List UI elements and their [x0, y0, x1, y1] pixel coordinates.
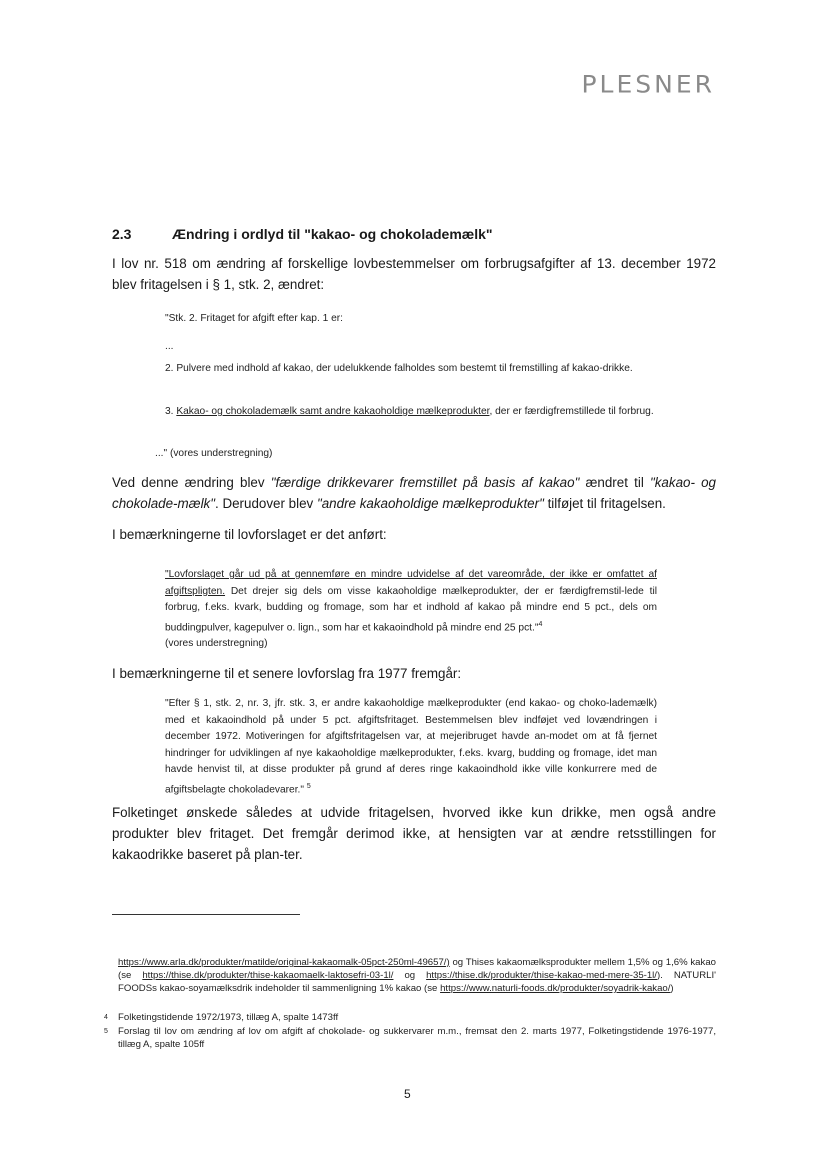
footnote-4-text: Folketingstidende 1972/1973, tillæg A, spalte 1473ff	[118, 1012, 339, 1023]
footnote-divider	[112, 914, 300, 915]
quote-1-item-2: 2. Pulvere med indhold af kakao, der udelukkende falholdes som bestemt til fremstilling af kakao-drikke.	[165, 363, 633, 374]
paragraph-1: I lov nr. 518 om ændring af forskellige lovbestemmelser om forbrugsafgifter af 13. december 1972 blev fritagelsen i § 1, stk. 2, ændret:	[112, 256, 716, 292]
p2-g: tilføjet til fritagelsen.	[543, 496, 666, 511]
section-heading	[112, 226, 493, 242]
footnote-link-thise-1[interactable]: https://thise.dk/produkter/thise-kakaomaelk-laktosefri-03-1l/	[142, 970, 394, 981]
quote-2	[165, 567, 657, 653]
paragraph-5: Folketinget ønskede således at udvide fritagelsen, hvorved ikke kun drikke, men også andre produkter blev fritaget. Det fremgår derimod ikke, at hensigten var at ændre retsstillingen for kakaodrikke baseret på plan-ter.	[112, 805, 716, 862]
paragraph-2	[112, 472, 716, 514]
footnote-text-2: og	[393, 970, 427, 981]
p2-e: . Derudover blev	[215, 496, 317, 511]
footnote-5-text: Forslag til lov om ændring af lov om afgift af chokolade- og sukkervarer m.m., fremsat den 2. marts 1977, Folketingstidende 1976-1977, tillæg A, spalte 105ff	[118, 1026, 716, 1050]
plesner-logo: PLESNER	[581, 70, 715, 99]
footnote-link-arla[interactable]: https://www.arla.dk/produkter/matilde/original-kakaomalk-05pct-250ml-49657/)	[118, 957, 450, 968]
quote-1-ellipsis: ...	[165, 341, 174, 352]
p2-d: "kakao- og chokolade-mælk"	[112, 475, 717, 511]
quote-2-rest: Det drejer sig dels om visse kakaoholdige mælkeprodukter, der er færdigfremstil-lede til forbrug, f.eks. kvark, budding og fromage, som har et indhold af kakao på mindre end 5 pct., dels om buddingpulver, kagepulver o. lign., som har et kakaoindhold på mindre end 25 pct."	[165, 585, 657, 633]
p2-f: "andre kakaoholdige mælkeprodukter"	[316, 496, 544, 511]
footnote-5-mark: 5	[104, 1028, 108, 1035]
footnote-ref-5: 5	[306, 782, 311, 790]
quote-1-end: ..." (vores understregning)	[155, 448, 273, 459]
footnote-text-4: )	[670, 983, 674, 994]
quote-1-item-3	[165, 404, 657, 421]
paragraph-3: I bemærkningerne til lovforslaget er det anført:	[112, 527, 387, 542]
footnote-text-1: og Thises kakaomælksprodukter mellem 1,5% og 1,6% kakao (se	[118, 957, 716, 981]
quote-2-end: (vores understregning)	[165, 638, 268, 650]
item-3-rest: , der er færdigfremstillede til forbrug.	[489, 406, 654, 417]
footnote-link-naturli[interactable]: https://www.naturli-foods.dk/produkter/soyadrik-kakao/	[440, 983, 671, 994]
footnote-text-3: ). NATURLI' FOODSs kakao-soyamælksdrik indeholder til sammenligning 1% kakao (se	[118, 970, 716, 994]
p2-a: Ved denne ændring blev	[112, 475, 271, 490]
p2-c: ændret til	[579, 475, 650, 490]
quote-1-line-1: "Stk. 2. Fritaget for afgift efter kap. 1 er:	[165, 313, 344, 324]
section-title: Ændring i ordlyd til "kakao- og chokolademælk"	[172, 226, 493, 242]
page-number: 5	[404, 1087, 411, 1101]
quote-3-text: "Efter § 1, stk. 2, nr. 3, jfr. stk. 3, er andre kakaoholdige mælkeprodukter (end kakao- og choko-lademælk) med et kakaoindhold på under 5 pct. afgiftsfritaget. Bestemmelsen blev indføjet ved lovændringen i december 1972. Motiveringen for afgiftsfritagelsen var, at mejeribruget havde an-modet om at få fjernet hindringer for udviklingen af nye kakaoholdige mælkeprodukter, f.eks. kvarg, budding og fromage, idet man havde henvist til, at disse produkter på grund af deres ringe kakaoindhold ikke ville konkurrere med de afgiftsbelagte chokoladevarer."	[165, 698, 657, 795]
footnote-link-thise-2[interactable]: https://thise.dk/produkter/thise-kakao-med-mere-35-1l/	[426, 970, 657, 981]
item-3-underlined: Kakao- og chokolademælk samt andre kakaoholdige mælkeprodukter	[176, 406, 490, 417]
p2-b: "færdige drikkevarer fremstillet på basis af kakao"	[270, 475, 580, 490]
section-number: 2.3	[112, 226, 132, 242]
footnote-4-mark: 4	[104, 1014, 108, 1021]
footnote-5	[104, 1025, 716, 1051]
footnote-4	[104, 1011, 716, 1024]
quote-3	[165, 696, 657, 798]
footnote-ref-4: 4	[538, 620, 543, 628]
item-3-prefix: 3.	[165, 406, 177, 417]
quote-2-underlined: "Lovforslaget går ud på at gennemføre en mindre udvidelse af det vareområde, der ikke er omfattet af afgiftspligten.	[165, 569, 657, 597]
footnote-continuation	[118, 956, 716, 995]
paragraph-4: I bemærkningerne til et senere lovforslag fra 1977 fremgår:	[112, 666, 462, 681]
